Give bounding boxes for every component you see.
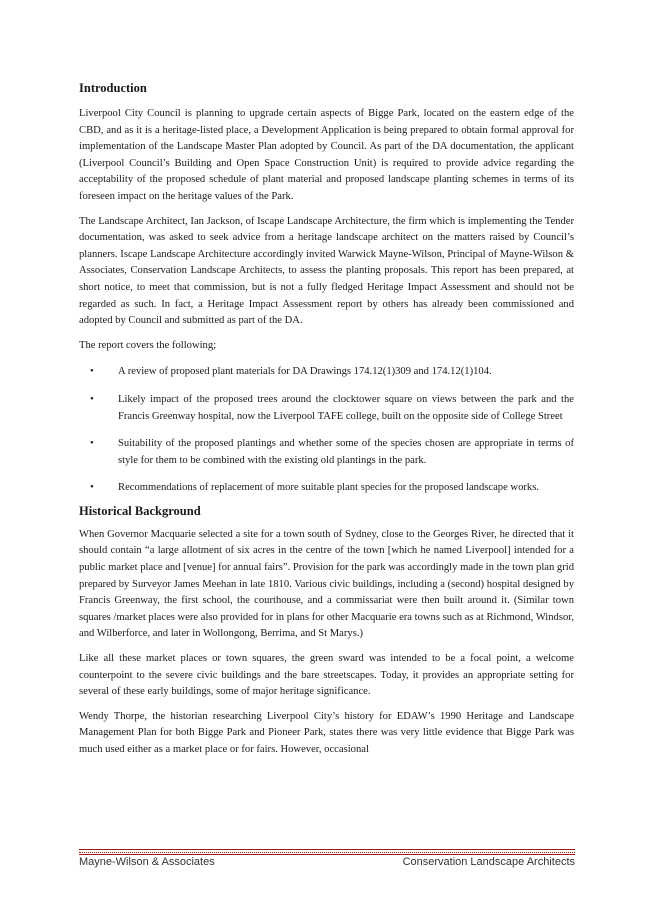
list-item xyxy=(79,392,574,425)
footer-rule xyxy=(79,854,575,855)
historical-background-heading: Historical Background xyxy=(79,503,201,518)
list-item xyxy=(79,364,574,381)
footer-firm-name: Mayne-Wilson & Associates xyxy=(79,856,215,868)
list-item-text: Recommendations of replacement of more suitable plant species for the proposed landscape works. xyxy=(118,482,539,494)
history-paragraph-1: When Governor Macquarie selected a site for a town south of Sydney, close to the Georges River, he directed that it should contain “a large allotment of six acres in the centre of the town [which he named Liverpool] intended for a public market place and [venue] for annual fairs”. Provision for the park was accordingly made in the town plan grid prepared by Surveyor James Meehan in late 1810. Various civic buildings, including a (second) hospital designed by Francis Greenway, the first school, the courthouse, and a commissariat were then built around it. (Similar town squares /market places were also provided for in plans for other Macquarie era towns such as at Richmond, Windsor, and Wilberforce, and later in Wollongong, Berrima, and St Marys.) xyxy=(79,528,574,640)
bullet-icon: • xyxy=(90,393,94,405)
footer-rule xyxy=(79,849,575,850)
history-paragraph-2: Like all these market places or town squares, the green sward was intended to be a focal point, a welcome counterpoint to the severe civic buildings and the bare streetscapes. Today, it provides an appropriate setting for several of these early buildings, some of major heritage significance. xyxy=(79,653,574,698)
list-item-text: A review of proposed plant materials for DA Drawings 174.12(1)309 and 174.12(1)104. xyxy=(118,366,492,378)
intro-paragraph-1: Liverpool City Council is planning to upgrade certain aspects of Bigge Park, located on the eastern edge of the CBD, and as it is a heritage-listed place, a Development Application is being prepared to obtain formal approval for implementation of the Landscape Master Plan adopted by Council. As part of the DA documentation, the applicant (Liverpool Council’s Building and Open Space Construction Unit) is required to provide advice regarding the acceptability of the proposed schedule of plant material and proposed landscape planting schemes in terms of its foreseen impact on the heritage values of the Park. xyxy=(79,108,574,202)
bullet-icon: • xyxy=(90,482,94,494)
footer-rule-dotted xyxy=(79,852,575,853)
list-item xyxy=(79,436,574,469)
list-item-text: Likely impact of the proposed trees around the clocktower square on views between the park and the Francis Greenway hospital, now the Liverpool TAFE college, built on the opposite side of College Street xyxy=(118,393,574,422)
footer-firm-description: Conservation Landscape Architects xyxy=(402,856,575,868)
intro-paragraph-3: The report covers the following; xyxy=(79,339,217,351)
list-item-text: Suitability of the proposed plantings and whether some of the species chosen are appropriate in terms of style for them to be combined with the existing old plantings in the park. xyxy=(118,438,574,466)
page-footer xyxy=(79,856,575,868)
list-item xyxy=(79,480,574,497)
intro-paragraph-2: The Landscape Architect, Ian Jackson, of Iscape Landscape Architecture, the firm which is implementing the Tender documentation, was asked to seek advice from a heritage landscape architect on the matters raised by Council’s planners. Iscape Landscape Architecture accordingly invited Warwick Mayne-Wilson, Principal of Mayne-Wilson & Associates, Conservation Landscape Architects, to assess the planting proposals. This report has been prepared, at short notice, to meet that commission, but is not a fully fledged Heritage Impact Assessment and should not be regarded as such. In fact, a Heritage Impact Assessment report by others has already been commissioned and adopted by Council and submitted as part of the DA. xyxy=(79,215,574,327)
history-paragraph-3: Wendy Thorpe, the historian researching Liverpool City’s history for EDAW’s 1990 Heritage and Landscape Management Plan for both Bigge Park and Pioneer Park, states there was very little evidence that Bigge Park was much used either as a market place or for fairs. However, occasional xyxy=(79,710,574,755)
bullet-icon: • xyxy=(90,438,94,450)
introduction-heading: Introduction xyxy=(79,81,147,95)
report-scope-list xyxy=(79,364,574,497)
page-content xyxy=(79,80,574,767)
bullet-icon: • xyxy=(90,366,94,378)
